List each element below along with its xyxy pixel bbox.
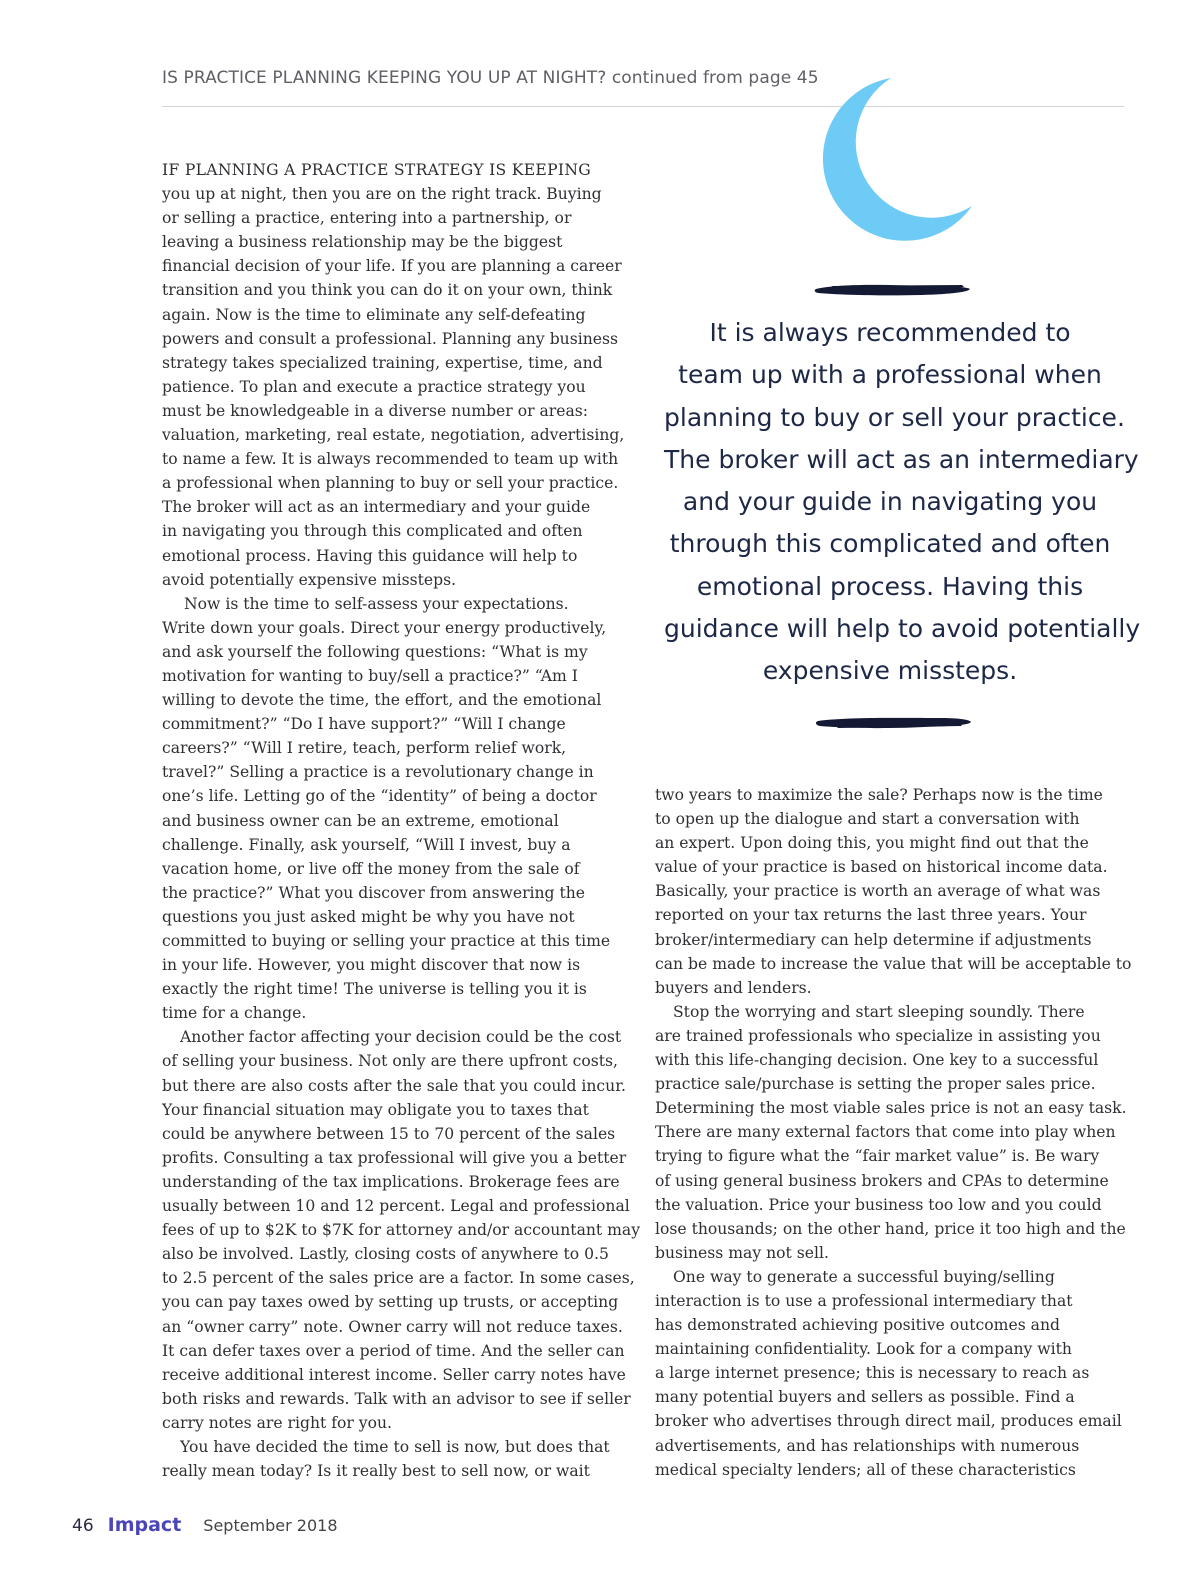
text-line: exactly the right time! The universe is telling you it is <box>162 980 587 999</box>
text-line: travel?” Selling a practice is a revolutionary change in <box>162 763 594 782</box>
crescent-moon-shape <box>823 78 972 241</box>
text-line: powers and consult a professional. Planning any business <box>162 329 618 348</box>
text-line: and ask yourself the following questions: “What is my <box>162 642 588 661</box>
text-line: both risks and rewards. Talk with an advisor to see if seller <box>162 1389 631 1408</box>
text-line: Determining the most viable sales price is not an easy task. <box>655 1099 1127 1118</box>
text-line: to open up the dialogue and start a conversation with <box>655 810 1080 829</box>
text-line: also be involved. Lastly, closing costs of anywhere to 0.5 <box>162 1245 609 1264</box>
paragraph-intro <box>162 158 636 592</box>
text-line: Basically, your practice is worth an average of what was <box>655 882 1101 901</box>
text-line: one’s life. Letting go of the “identity” of being a doctor <box>162 787 597 806</box>
paragraph-stop-worrying <box>655 1000 1127 1265</box>
text-line: advertisements, and has relationships with numerous <box>655 1436 1080 1455</box>
text-line: an expert. Upon doing this, you might find out that the <box>655 834 1089 853</box>
text-line: could be anywhere between 15 to 70 percent of the sales <box>162 1124 616 1143</box>
text-line: Your financial situation may obligate you to taxes that <box>162 1100 589 1119</box>
text-line: emotional process. Having this guidance will help to <box>162 546 578 565</box>
text-line: can be made to increase the value that will be acceptable to <box>655 954 1132 973</box>
text-line: you can pay taxes owed by setting up trusts, or accepting <box>162 1293 619 1312</box>
pull-quote-line: and your guide in navigating you <box>682 487 1098 517</box>
text-line: There are many external factors that come into play when <box>655 1123 1116 1142</box>
text-line: fees of up to $2K to $7K for attorney and/or accountant may <box>162 1221 641 1240</box>
text-line: Stop the worrying and start sleeping soundly. There <box>673 1002 1085 1021</box>
text-line: practice sale/purchase is setting the proper sales price. <box>655 1075 1096 1094</box>
text-line: time for a change. <box>162 1004 307 1023</box>
text-line: One way to generate a successful buying/selling <box>673 1267 1055 1286</box>
text-line: valuation, marketing, real estate, negotiation, advertising, <box>162 426 625 445</box>
issue-date: September 2018 <box>203 1516 338 1535</box>
text-line: patience. To plan and execute a practice strategy you <box>162 377 586 396</box>
text-line: Now is the time to self-assess your expectations. <box>184 594 569 613</box>
text-line: usually between 10 and 12 percent. Legal and professional <box>162 1197 630 1216</box>
text-line: broker/intermediary can help determine if adjustments <box>655 930 1092 949</box>
header-divider <box>162 106 1124 107</box>
text-line: an “owner carry” note. Owner carry will not reduce taxes. <box>162 1317 623 1336</box>
text-line: the practice?” What you discover from answering the <box>162 883 586 902</box>
text-line: many potential buyers and sellers as possible. Find a <box>655 1388 1075 1407</box>
pull-quote-line: planning to buy or sell your practice. <box>664 402 1125 432</box>
text-line: maintaining confidentiality. Look for a company with <box>655 1340 1072 1359</box>
crescent-moon-icon <box>806 74 976 254</box>
text-line: motivation for wanting to buy/sell a practice?” “Am I <box>162 666 578 685</box>
text-line: reported on your tax returns the last three years. Your <box>655 906 1087 925</box>
text-line: The broker will act as an intermediary and your guide <box>162 498 591 517</box>
text-line: to name a few. It is always recommended to team up with <box>162 450 619 469</box>
text-line: the valuation. Price your business too low and you could <box>655 1195 1102 1214</box>
text-line: buyers and lenders. <box>655 978 812 997</box>
paragraph-timing <box>162 1435 636 1483</box>
running-head: IS PRACTICE PLANNING KEEPING YOU UP AT NIGHT? continued from page 45 <box>162 68 819 88</box>
pull-quote-line: guidance will help to avoid potentially <box>664 614 1141 644</box>
text-line: IF PLANNING A PRACTICE STRATEGY IS KEEPING <box>162 161 592 179</box>
text-line: of using general business brokers and CPAs to determine <box>655 1171 1109 1190</box>
text-line: has demonstrated achieving positive outcomes and <box>655 1316 1060 1335</box>
text-line: again. Now is the time to eliminate any self-defeating <box>162 305 586 324</box>
text-line: profits. Consulting a tax professional will give you a better <box>162 1148 627 1167</box>
text-line: committed to buying or selling your practice at this time <box>162 932 611 950</box>
pull-quote-line: emotional process. Having this <box>696 571 1084 601</box>
text-line: Another factor affecting your decision could be the cost <box>180 1028 622 1047</box>
text-line: two years to maximize the sale? Perhaps now is the time <box>655 786 1103 804</box>
text-line: and business owner can be an extreme, emotional <box>162 811 559 830</box>
pull-quote-line: through this complicated and often <box>669 529 1111 559</box>
text-line: a professional when planning to buy or sell your practice. <box>162 474 619 493</box>
text-line: a large internet presence; this is necessary to reach as <box>655 1364 1090 1383</box>
text-line: strategy takes specialized training, expertise, time, and <box>162 353 603 372</box>
text-line: commitment?” “Do I have support?” “Will I change <box>162 715 566 734</box>
text-line: trying to figure what the “fair market value” is. Be wary <box>655 1147 1100 1166</box>
brush-stroke-divider <box>812 280 974 300</box>
text-line: interaction is to use a professional intermediary that <box>655 1291 1073 1310</box>
text-line: value of your practice is based on historical income data. <box>655 858 1108 877</box>
text-line: Write down your goals. Direct your energy productively, <box>162 618 607 637</box>
text-line: to 2.5 percent of the sales price are a factor. In some cases, <box>162 1269 635 1288</box>
text-line: understanding of the tax implications. Brokerage fees are <box>162 1172 620 1191</box>
text-line: lose thousands; on the other hand, price it too high and the <box>655 1219 1126 1238</box>
text-line: really mean today? Is it really best to sell now, or wait <box>162 1462 590 1481</box>
text-line: broker who advertises through direct mail, produces email <box>655 1412 1122 1431</box>
text-line: You have decided the time to sell is now, but does that <box>180 1437 610 1456</box>
page-number: 46 <box>72 1516 94 1536</box>
text-line: avoid potentially expensive missteps. <box>162 570 457 589</box>
magazine-name: Impact <box>107 1514 182 1536</box>
pull-quote <box>664 312 1141 693</box>
text-line: It can defer taxes over a period of time. And the seller can <box>162 1341 625 1360</box>
text-line: receive additional interest income. Seller carry notes have <box>162 1365 626 1384</box>
text-line: must be knowledgeable in a diverse number or areas: <box>162 401 589 420</box>
paragraph-intermediary <box>655 1265 1127 1482</box>
pull-quote-line: expensive missteps. <box>762 656 1018 686</box>
paragraph-continued <box>655 783 1132 1000</box>
pull-quote-line: It is always recommended to <box>709 318 1071 347</box>
text-line: transition and you think you can do it on your own, think <box>162 281 613 300</box>
pull-quote-line: The broker will act as an intermediary <box>664 444 1139 474</box>
paragraph-costs <box>162 1025 641 1435</box>
text-line: leaving a business relationship may be the biggest <box>162 233 563 252</box>
text-line: in your life. However, you might discover that now is <box>162 956 581 975</box>
text-line: financial decision of your life. If you are planning a career <box>162 257 622 276</box>
text-line: but there are also costs after the sale that you could incur. <box>162 1076 626 1095</box>
text-line: or selling a practice, entering into a partnership, or <box>162 209 572 228</box>
brush-stroke-divider <box>812 713 974 733</box>
text-line: careers?” “Will I retire, teach, perform relief work, <box>162 739 567 758</box>
text-line: questions you just asked might be why you have not <box>162 907 575 926</box>
text-line: willing to devote the time, the effort, and the emotional <box>162 691 602 710</box>
paragraph-self-assess <box>162 592 636 1026</box>
text-line: of selling your business. Not only are there upfront costs, <box>162 1052 618 1071</box>
text-line: medical specialty lenders; all of these characteristics <box>655 1460 1076 1479</box>
pull-quote-line: team up with a professional when <box>678 360 1102 390</box>
article-left-column <box>162 158 641 1483</box>
text-line: with this life-changing decision. One key to a successful <box>655 1051 1099 1070</box>
text-line: business may not sell. <box>655 1243 829 1262</box>
page-footer <box>72 1514 338 1536</box>
text-line: in navigating you through this complicated and often <box>162 522 583 541</box>
text-line: carry notes are right for you. <box>162 1413 392 1432</box>
text-line: vacation home, or live off the money from the sale of <box>162 859 580 878</box>
text-line: you up at night, then you are on the right track. Buying <box>162 185 602 204</box>
article-right-column <box>655 783 1132 1482</box>
text-line: are trained professionals who specialize in assisting you <box>655 1026 1101 1045</box>
text-line: challenge. Finally, ask yourself, “Will I invest, buy a <box>162 835 571 854</box>
